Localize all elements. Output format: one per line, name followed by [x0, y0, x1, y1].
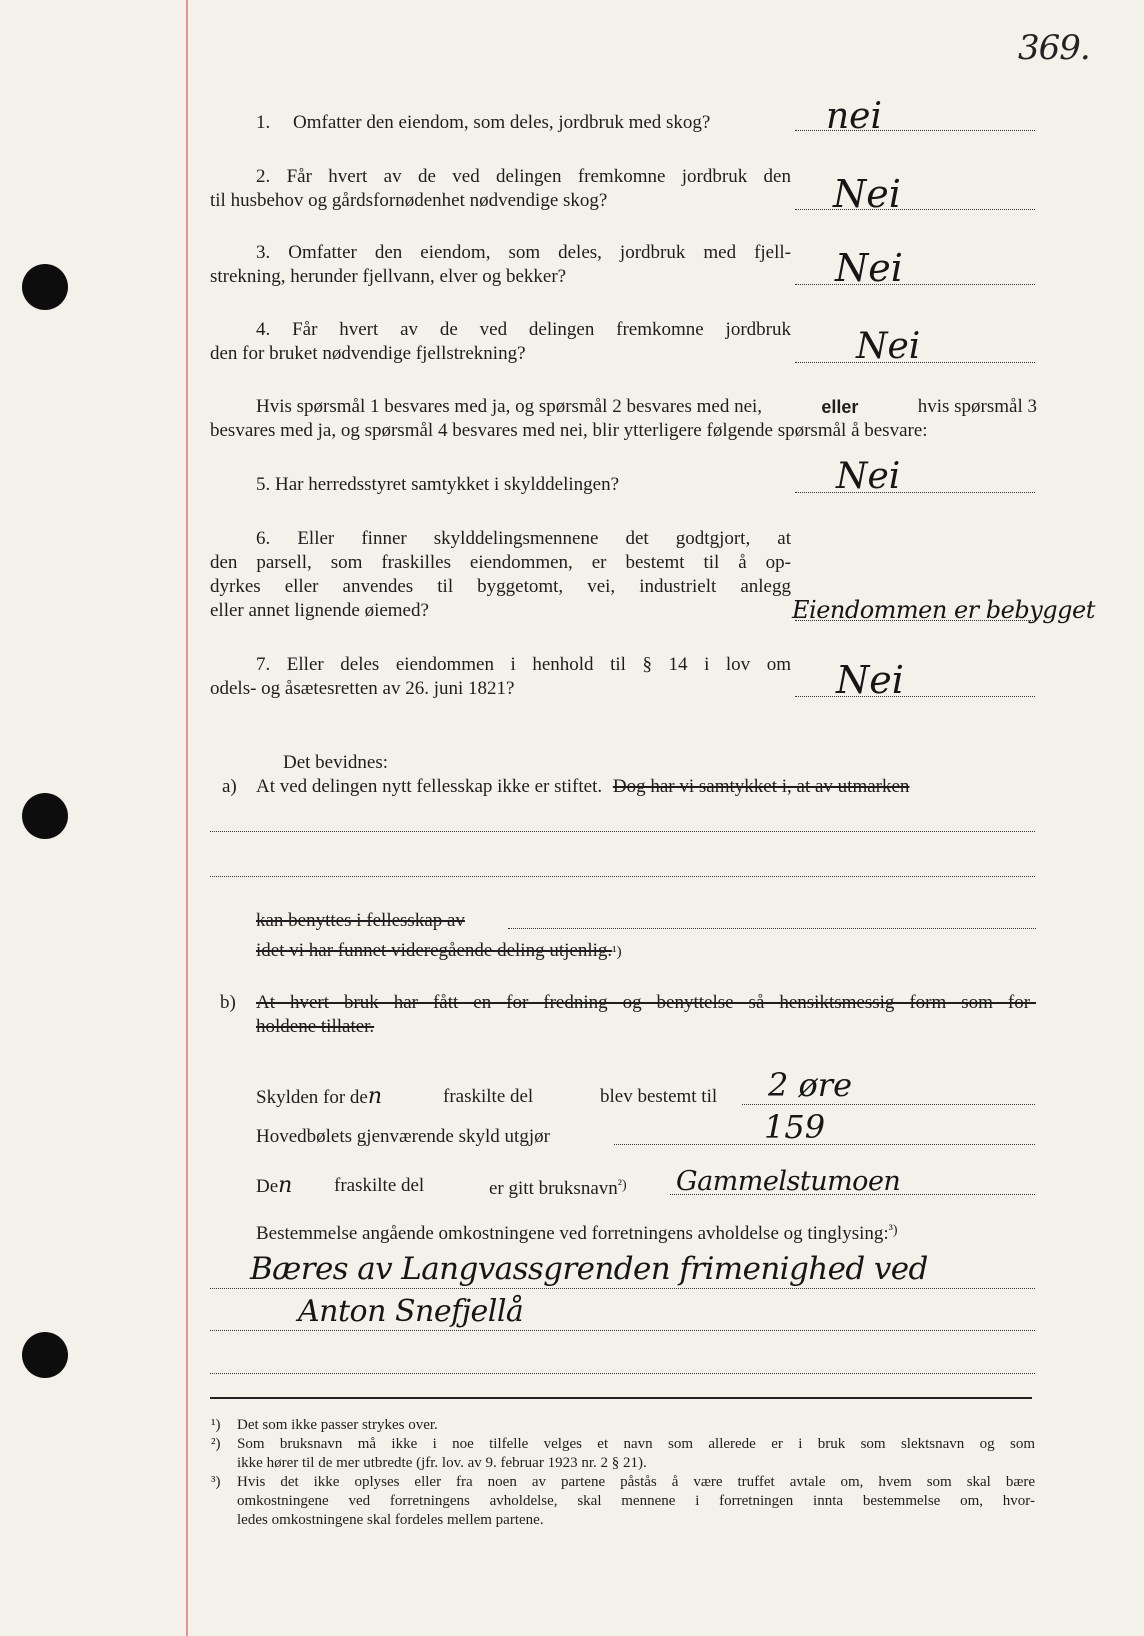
clause-a-text: [256, 775, 909, 799]
answer-line: [210, 1330, 1035, 1331]
answer-line: [210, 1373, 1035, 1374]
question-5-text: 5. Har herredsstyret samtykket i skylddelingen?: [256, 474, 620, 495]
clause-a-struck-line2: kan benyttes i fellesskap av: [256, 910, 465, 931]
punch-hole: [22, 1332, 68, 1378]
clause-a-kept: At ved delingen nytt fellesskap ikke er stiftet.: [256, 776, 603, 797]
answer-line: [795, 492, 1035, 493]
bruksnavn-label-3: [489, 1174, 627, 1201]
condition-line1: [256, 395, 1037, 419]
clause-a-struck: Dog har vi samtykket i, at av utmarken: [612, 776, 910, 797]
question-7-line1: 7. Eller deles eiendommen i henhold til § 14 i lov om: [256, 654, 791, 675]
answer-2: Nei: [833, 172, 901, 216]
question-2-line2: til husbehov og gårdsfornødenhet nødvendige skog?: [210, 190, 608, 211]
answer-4: Nei: [856, 326, 921, 367]
answer-line: [742, 1104, 1035, 1105]
question-7-line2: odels- og åsætesretten av 26. juni 1821?: [210, 678, 515, 699]
question-1-text: Omfatter den eiendom, som deles, jordbruk med skog?: [293, 112, 711, 133]
condition-bold-word: eller: [821, 397, 859, 417]
skyld-label-part: Skylden for de: [256, 1087, 368, 1108]
bruksnavn-value: Gammelstumoen: [676, 1166, 901, 1197]
footnote-2-line2: ikke hører til de mer utbredte (jfr. lov. av 9. februar 1923 nr. 2 § 21).: [237, 1455, 647, 1471]
footnote-1: Det som ikke passer strykes over.: [237, 1417, 438, 1433]
bruksnavn-label: [256, 1174, 292, 1199]
bruksnavn-label-part: De: [256, 1176, 279, 1197]
question-6-line2: den parsell, som fraskilles eiendommen, er bestemt til å op-: [210, 552, 791, 573]
question-3-line1: 3. Omfatter den eiendom, som deles, jordbruk med fjell-: [256, 242, 791, 263]
blank-line: [508, 928, 1036, 929]
clause-b-struck-line1: At hvert bruk har fått en for fredning og benyttelse så hensiktsmessig form som for-: [256, 992, 1036, 1013]
clause-a-struck-text: idet vi har funnet videregående deling utjenlig.: [256, 940, 613, 961]
condition-line2: besvares med ja, og spørsmål 4 besvares med nei, blir ytterligere følgende spørsmål å besvare:: [210, 420, 928, 441]
certification-heading: Det bevidnes:: [283, 752, 389, 773]
bruksnavn-label-2: fraskilte del: [334, 1175, 425, 1196]
footnote-3-mark: ³): [211, 1474, 221, 1490]
footnote-1-mark: ¹): [211, 1417, 221, 1433]
question-4-line1: 4. Får hvert av de ved delingen fremkomne jordbruk: [256, 319, 791, 340]
answer-line: [210, 1288, 1035, 1289]
footnote-2-line1: Som bruksnavn må ikke i noe tilfelle velges et navn som allerede er i bruk som slektsnavn og som: [237, 1436, 1035, 1452]
condition-text: Hvis spørsmål 1 besvares med ja, og spørsmål 2 besvares med nei,: [256, 396, 763, 417]
omkostning-label-text: Bestemmelse angående omkostningene ved forretningens avholdelse og tinglysing:: [256, 1223, 889, 1244]
question-4-line2: den for bruket nødvendige fjellstrekning?: [210, 343, 526, 364]
margin-rule: [186, 0, 188, 1636]
omkostning-label: [256, 1219, 898, 1246]
skyld-value: 2 øre: [768, 1066, 853, 1104]
answer-6: Eiendommen er bebygget: [792, 596, 1095, 624]
skyld-label-3: blev bestemt til: [600, 1086, 718, 1107]
question-6-line4: eller annet lignende øiemed?: [210, 600, 429, 621]
footnote-3-line1: Hvis det ikke oplyses eller fra noen av partene påstås å være truffet avtale om, hvem som skal bære: [237, 1474, 1035, 1490]
blank-line: [210, 831, 1035, 832]
clause-a-struck-line3: [256, 939, 622, 964]
footnote-rule: [210, 1397, 1032, 1399]
footnote-ref: ³): [888, 1223, 898, 1238]
question-6-line1: 6. Eller finner skylddelingsmennene det godtgjort, at: [256, 528, 791, 549]
bruksnavn-label-text: er gitt bruksnavn: [489, 1178, 618, 1199]
footnote-2-mark: ²): [211, 1436, 221, 1452]
footnote-ref: ¹): [612, 944, 622, 960]
omkostning-value-line1: Bæres av Langvassgrenden frimenighed ved: [250, 1251, 928, 1287]
answer-1: nei: [826, 96, 883, 137]
condition-text: hvis spørsmål 3: [917, 396, 1037, 417]
punch-hole: [22, 264, 68, 310]
answer-line: [795, 209, 1035, 210]
page-number: 369.: [1018, 28, 1090, 68]
clause-b-label: b): [220, 992, 236, 1013]
clause-a-label: a): [222, 776, 237, 797]
bruksnavn-handwritten-suffix: n: [278, 1173, 293, 1198]
omkostning-value-line2: Anton Snefjellå: [298, 1294, 524, 1329]
skyld-handwritten-suffix: n: [367, 1084, 383, 1109]
hovedbol-label: Hovedbølets gjenværende skyld utgjør: [256, 1126, 550, 1147]
question-2-line1: 2. Får hvert av de ved delingen fremkomne jordbruk den: [256, 166, 791, 187]
footnote-3-line3: ledes omkostningene skal fordeles mellem partene.: [237, 1512, 544, 1528]
answer-7: Nei: [836, 658, 904, 702]
answer-line: [795, 284, 1035, 285]
hovedbol-value: 159: [764, 1108, 826, 1146]
question-6-line3: dyrkes eller anvendes til byggetomt, vei, industrielt anlegg: [210, 576, 791, 597]
blank-line: [210, 876, 1035, 877]
answer-5: Nei: [836, 456, 901, 497]
answer-3: Nei: [835, 246, 903, 290]
question-1-number: 1.: [256, 112, 271, 133]
footnote-ref: ²): [617, 1178, 627, 1193]
answer-line: [795, 696, 1035, 697]
punch-hole: [22, 793, 68, 839]
footnote-3-line2: omkostningene ved forretningens avholdelse, skal mennene i forretningen innta bestemmelse om, hvor-: [237, 1493, 1035, 1509]
clause-b-struck-line2: holdene tillater.: [256, 1016, 375, 1037]
skyld-label-2: fraskilte del: [443, 1086, 534, 1107]
skyld-label: [256, 1085, 382, 1110]
question-3-line2: strekning, herunder fjellvann, elver og bekker?: [210, 266, 567, 287]
